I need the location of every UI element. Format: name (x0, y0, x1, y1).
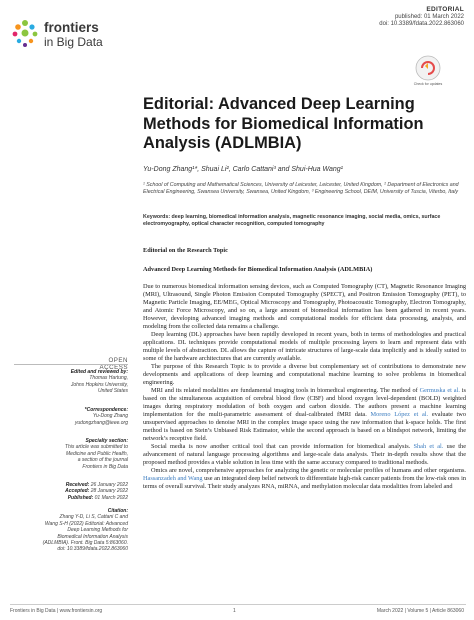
body-paragraph (143, 443, 466, 467)
citation-link-germuska[interactable]: Germuska et al. (419, 387, 460, 394)
keywords: Keywords: deep learning, biomedical information analysis, magnetic resonance imaging, social media, omics, surface electromyography, optical character recognition, computed tomography (143, 214, 441, 227)
citation-link-moreno-lopez[interactable]: Moreno López et al. (370, 411, 429, 418)
footer-divider (10, 604, 466, 605)
correspondence-block (10, 407, 128, 426)
citation-line: Deep Learning Methods for (67, 527, 128, 534)
correspondence-name: Yu-Dong Zhang (92, 413, 128, 420)
footer-volume-info: March 2022 | Volume 5 | Article 863060 (376, 608, 464, 614)
citation-doi[interactable]: doi: 10.3389/fdata.2022.863060 (57, 546, 128, 553)
edited-by-block (10, 369, 128, 395)
accepted-date: 28 January 2022 (90, 488, 128, 495)
journal-logo-subtitle: in Big Data (44, 35, 103, 49)
research-topic-label: Editorial on the Research Topic (143, 247, 228, 254)
published-date: published: 01 March 2022 (394, 13, 464, 20)
article-type: EDITORIAL (426, 6, 464, 13)
article-title: Editorial: Advanced Deep Learning Methods for Biomedical Information Analysis (ADLMBIA) (143, 95, 424, 152)
text-span: use an integrated deep belief network to differentiate high-risk cancer patients from the low-risk ones in terms of overall survival. Their study analyzes RNA, miRNA, and methylation molecular data modalities from labeled and (143, 475, 466, 490)
editor-name: Thomas Hartung, (89, 375, 128, 382)
citation-line: (ADLMBIA). Front. Big Data 5:863060. (42, 540, 128, 547)
author-list[interactable]: Yu-Dong Zhang¹*, Shuai Li², Carlo Cattani³ and Shui-Hua Wang¹ (143, 166, 343, 173)
body-paragraph (143, 387, 466, 443)
citation-label: Citation: (107, 508, 128, 514)
text-span: is based on the simultaneous acquisition of cerebral blood flow (CBF) and blood oxygen level-dependent (BOLD) weighted images during respiratory modulation of both oxygen and carbon dioxide. The authors present a machine learning implementation for the multi-parametric assessment of dual-calibrated fMRI data. (143, 387, 466, 418)
text-span: Social media is now another critical tool that can provide information for biomedical analysis. (151, 443, 414, 450)
citation-link-hassanzadeh[interactable]: Hassanzadeh and Wang (143, 475, 203, 482)
sidebar-divider (14, 364, 128, 365)
text-span: use the advancement of natural language processing algorithms and large-scale data analysis. Their in-depth results show that the proposed method provides a viable solution in less time with the same accuracy compared to traditional methods. (143, 443, 466, 466)
citation-line: Biomedical Information Analysis (57, 533, 128, 540)
specialty-line: This article was submitted to (64, 444, 128, 451)
correspondence-email[interactable]: yudongzhang@ieee.org (74, 419, 128, 426)
affiliations: ¹ School of Computing and Mathematical Sciences, University of Leicester, Leicester, United Kingdom, ² Department of Electronics and Electrical Engineering, Swansea University, Swansea, United Kingdom, ³ Engineering School, DEIM, University of Tuscia, Viterbo, Italy (143, 182, 459, 195)
research-topic-title[interactable]: Advanced Deep Learning Methods for Biomedical Information Analysis (ADLMBIA) (143, 266, 373, 273)
edited-label: Edited and reviewed by: (70, 369, 128, 375)
body-paragraph: Deep learning (DL) approaches have been rapidly developed in recent years, both in terms of methodologies and practical applications. DL techniques provide computational models of multiple processing layers to learn and represent data with multiple levels of abstraction. DL allows the capture of intricate structures of large-scale data implicitly and is ideally suited to some of the hardware architectures that are currently available. (143, 331, 466, 362)
article-meta (379, 6, 464, 29)
check-for-updates-icon[interactable] (415, 55, 441, 81)
accepted-label: Accepted: (65, 488, 90, 495)
editor-country: United States (97, 388, 128, 395)
article-body (143, 283, 466, 491)
footer-journal-link[interactable]: Frontiers in Big Data | www.frontiersin.org (10, 608, 103, 614)
received-date: 26 January 2022 (90, 482, 128, 488)
text-span: MRI and its related modalities are fundamental imaging tools in biomedical engineering. The method of (151, 387, 420, 394)
body-paragraph: The purpose of this Research Topic is to provide a diverse but complementary set of contributions to demonstrate new developments and applications of deep learning and computational machine learning to solve problems in biomedical engineering. (143, 363, 466, 386)
citation-block (10, 508, 128, 553)
received-label: Received: (65, 482, 90, 488)
specialty-block (10, 438, 128, 470)
citation-line: Zhang Y-D, Li S, Cattani C and (59, 514, 128, 521)
correspondence-label: *Correspondence: (84, 407, 128, 413)
open-access-label: OPEN ACCESS (99, 357, 128, 371)
body-paragraph: Due to numerous biomedical information sensing devices, such as Computed Tomography (CT), Magnetic Resonance Imaging (MRI), Ultrasound, Single Photon Emission Computed Tomography (SPECT), and Positron Emission Tomography (PET), to Magnetic Particle Imaging, EE/MEG, Optical Microscopy and Tomography, Photoacoustic Tomography, Electron Tomography, and Atomic Force Microscopy, and so on, a large amount of biomedical information has been gathered in recent years. However, developing advanced imaging methods and computational models for efficient data processing, analysis, and modeling from the collected data remains a challenge. (143, 283, 466, 330)
text-span: Omics are novel, comprehensive approaches for analyzing the genetic or molecular profiles of humans and other organisms. (151, 467, 466, 474)
body-paragraph (143, 467, 466, 491)
published-label: Published: (67, 494, 94, 501)
journal-logo-name: frontiers (44, 20, 99, 35)
citation-link-shah[interactable]: Shah et al. (413, 443, 444, 450)
published-date-side: 01 March 2022 (94, 494, 128, 501)
check-for-updates-label: Check for updates (413, 82, 443, 86)
specialty-label: Specialty section: (85, 438, 128, 444)
citation-line: Wang S-H (2022) Editorial: Advanced (44, 520, 128, 527)
page-number: 1 (233, 608, 236, 614)
specialty-line: Frontiers in Big Data (82, 463, 128, 470)
text-span: evaluate two unsupervised approaches to denoise MRI in the complex image space using the raw information that k-space holds. The first method is based on Stein’s Unbiased Risk Estimator, while the second approach is based on a blindspot network, limiting the network’s receptive field. (143, 411, 466, 442)
doi-link[interactable]: doi: 10.3389/fdata.2022.863060 (379, 21, 464, 27)
dates-block (10, 482, 128, 501)
specialty-line: Medicine and Public Health, (66, 450, 128, 457)
frontiers-logo-icon[interactable] (10, 18, 40, 48)
editor-affil: Johns Hopkins University, (70, 381, 128, 388)
specialty-line: a section of the journal (77, 457, 128, 464)
